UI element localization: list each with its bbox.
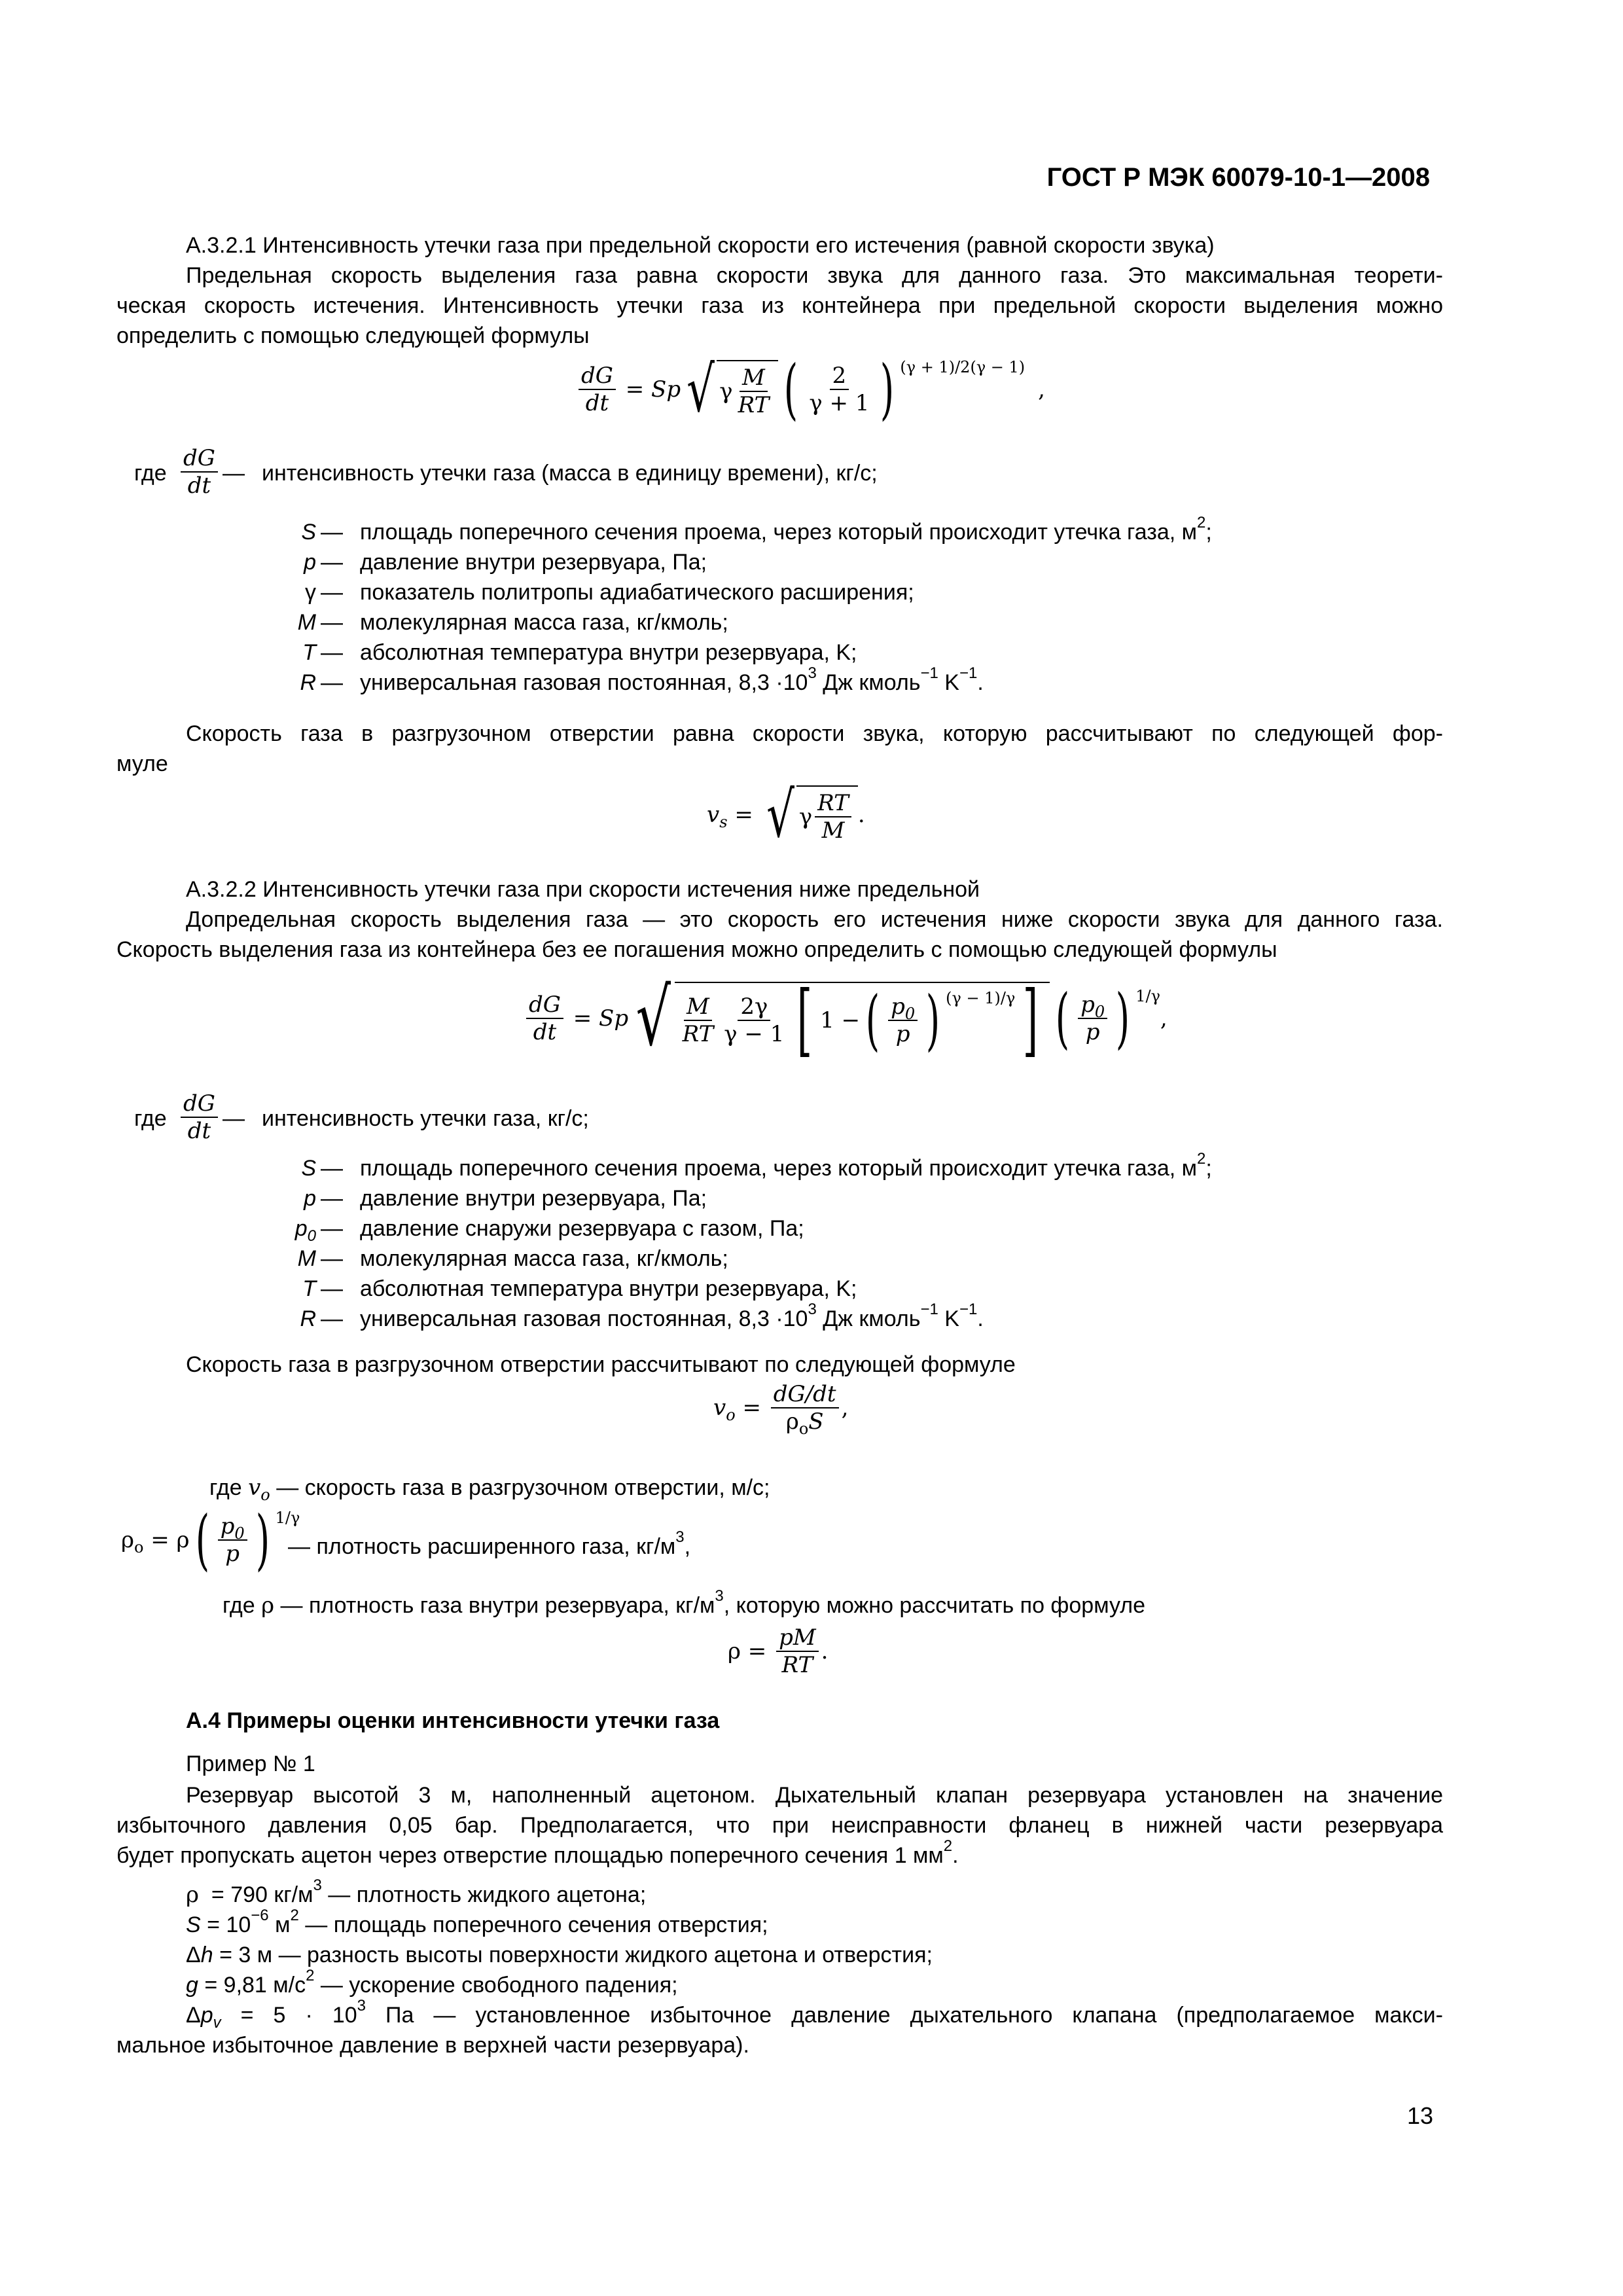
example-list-item: $\Delta p_v = 5 \cdot 10^3$ Па — установленное избыточное давление дыхательного клапана (предполагаемое макси- <box>186 1997 1443 2032</box>
sonic-velocity-paragraph <box>116 719 1443 779</box>
definition-symbol: $p_0$ <box>294 1216 316 1245</box>
vo-intro: Скорость газа в разгрузочном отверстии рассчитывают по следующей формуле <box>186 1352 1016 1377</box>
definition-row: $p_0$ — давление снаружи резервуара с газом, Па; <box>116 1213 1443 1244</box>
example-list-item: мальное избыточное давление в верхней части резервуара). <box>116 2033 749 2058</box>
formula-sonic-release-rate: $\frac{dG}{dt}$ = Sp √ γ $\frac{M}{RT}$ ( $\frac{2}{\gamma + 1}$ ) (γ + 1)/2(γ − 1) , <box>576 360 1045 419</box>
rho-definition: где ρ — плотность газа внутри резервуара, $кг/м^3$, которую можно рассчитать по формуле <box>223 1587 1145 1619</box>
section-title: А.3.2.1 Интенсивность утечки газа при предельной скорости его истечения (равной скорости звука) <box>186 233 1215 258</box>
definition-symbol: R <box>300 1306 316 1331</box>
formula-density: ρ = $\frac{pM}{RT}$ . <box>728 1624 829 1678</box>
definition-row: T — абсолютная температура внутри резервуара, K; <box>116 1274 1443 1304</box>
section-title-a4: А.4 Примеры оценки интенсивности утечки газа <box>186 1708 720 1733</box>
paragraph-line: будет пропускать ацетон через отверстие площадью поперечного сечения 1 мм <box>116 1843 944 1868</box>
paragraph-line: муле <box>116 751 168 776</box>
paragraph-line: определить с помощью следующей формулы <box>116 323 590 348</box>
example-list-item: g = 9,81 $м/с^2$ — ускорение свободного падения; <box>186 1967 678 1998</box>
formula-outlet-velocity: $v_o$ = $\frac{dG/dt}{\rho_oS}$ , <box>713 1381 849 1438</box>
definition-symbol: T <box>302 1276 316 1301</box>
formula-subsonic-release-rate: $\frac{dG}{dt}$ = Sp √ $\frac{M}{RT}$ $\frac{2\gamma}{\gamma - 1}$ [ 1 − ( $\frac{p_0}{p}$ ) (γ − 1)/γ ] ( $\frac{p_0}{p}$ ) 1/γ , <box>524 982 1168 1055</box>
section-title: А.3.2.2 Интенсивность утечки газа при скорости истечения ниже предельной <box>186 877 980 902</box>
definition-row: M — молекулярная масса газа, кг/кмоль; <box>116 607 1443 637</box>
definition-text: , которую можно рассчитать по формуле <box>723 1593 1145 1618</box>
definition-text: абсолютная температура внутри резервуара, K; <box>360 1276 857 1301</box>
example-description: Резервуар высотой 3 м, наполненный ацетоном. Дыхательный клапан резервуара установлен на значение избыточного давления 0,05 бар. Предполагается, что при неисправности фланец в нижней части резервуара будет пропускать ацетон через отверстие площадью поперечного сечения 1 $мм^2$. <box>116 1780 1443 1871</box>
definition-symbol: S <box>301 1156 316 1181</box>
definition-row: S — площадь поперечного сечения проема, через который происходит утечка газа, $м^2$; <box>116 1153 1443 1183</box>
paragraph-line: Допредельная скорость выделения газа — это скорость его истечения ниже скорости звука для данного газа. <box>186 907 1443 932</box>
definition-text: давление внутри резервуара, Па; <box>360 550 707 575</box>
definition-row: M — молекулярная масса газа, кг/кмоль; <box>116 1244 1443 1274</box>
dgdt-symbol: $\frac{dG}{dt}$ <box>178 445 221 499</box>
page-number: 13 <box>1406 2102 1433 2129</box>
where-label: где <box>134 1106 167 1131</box>
list-text: — плотность жидкого ацетона; <box>321 1882 647 1907</box>
definition-text: плотность газа внутри резервуара, кг/м <box>308 1593 715 1618</box>
definition-text: плотность расширенного газа, кг/м <box>316 1534 676 1559</box>
definition-text: показатель политропы адиабатического расширения; <box>360 580 914 605</box>
section-a321 <box>116 230 1443 351</box>
paragraph-line: Предельная скорость выделения газа равна скорости звука для данного газа. Это максимальная теорети- <box>186 263 1443 288</box>
definition-symbol: M <box>297 1246 316 1271</box>
definition-symbol: M <box>297 610 316 635</box>
example-list-item: ρ = 790 $кг/м^3$ — плотность жидкого ацетона; <box>186 1876 647 1908</box>
definition-row: S — площадь поперечного сечения проема, через который происходит утечка газа, $м^2$; <box>116 517 1443 547</box>
paragraph-line: ческая скорость истечения. Интенсивность утечки газа из контейнера при предельной скорости выделения можно <box>116 293 1443 318</box>
document-code-header: ГОСТ Р МЭК 60079-10-1—2008 <box>1046 163 1430 192</box>
list-text: = 3 м — разность высоты поверхности жидкого ацетона и отверстия; <box>213 1943 933 1967</box>
definition-row: γ — показатель политропы адиабатического расширения; <box>116 577 1443 607</box>
definition-text: универсальная газовая постоянная, 8,3 ·10 <box>360 670 808 695</box>
definition-text: универсальная газовая постоянная, 8,3 ·10 <box>360 1306 808 1331</box>
rho-o-definition: — плотность расширенного газа, $кг/м^3$, <box>288 1528 691 1559</box>
paragraph-line: Резервуар высотой 3 м, наполненный ацетоном. Дыхательный клапан резервуара установлен на значение <box>186 1783 1443 1808</box>
definition-text: площадь поперечного сечения проема, через который происходит утечка газа, м <box>360 520 1198 545</box>
example-list-item: $S = 10^{-6}$ $м^2$ — площадь поперечного сечения отверстия; <box>186 1907 768 1937</box>
definition-text: интенсивность утечки газа (масса в единицу времени), кг/с; <box>262 461 878 486</box>
definition-text: давление внутри резервуара, Па; <box>360 1186 707 1211</box>
definition-row: T — абсолютная температура внутри резервуара, K; <box>116 637 1443 668</box>
formula-sonic-velocity: $v_s$ = √ γ $\frac{RT}{M}$ . <box>707 778 865 852</box>
where-label: где <box>223 1593 255 1618</box>
example-title: Пример № 1 <box>186 1751 315 1776</box>
example-list-item: Δh = 3 м — разность высоты поверхности жидкого ацетона и отверстия; <box>186 1943 933 1967</box>
paragraph-line: избыточного давления 0,05 бар. Предполагается, что при неисправности фланец в нижней части резервуара <box>116 1813 1443 1838</box>
list-text: = 9,81 м/с <box>198 1973 306 1998</box>
list-text: = 10 <box>200 1912 251 1937</box>
definition-row: R — универсальная газовая постоянная, $8,3 \cdot 10^3$ Дж кмоль$^{-1}$ $K^{-1}$. <box>116 1304 1443 1334</box>
definition-dash: — <box>223 461 245 486</box>
definition-symbol: p <box>304 1186 316 1211</box>
definition-text: площадь поперечного сечения проема, через который происходит утечка газа, м <box>360 1156 1198 1181</box>
dgdt-symbol: $\frac{dG}{dt}$ <box>178 1090 221 1144</box>
definition-symbol: p <box>304 550 316 575</box>
definition-text: молекулярная масса газа, кг/кмоль; <box>360 610 728 635</box>
paragraph-line: Скорость выделения газа из контейнера без ее погашения можно определить с помощью следующей формулы <box>116 937 1277 962</box>
definition-dash: — <box>223 1106 245 1131</box>
paragraph-line: Скорость газа в разгрузочном отверстии равна скорости звука, которую рассчитывают по следующей фор- <box>186 721 1443 746</box>
definition-text: давление снаружи резервуара с газом, Па; <box>360 1216 804 1241</box>
definition-row: p — давление внутри резервуара, Па; <box>116 547 1443 577</box>
definition-text: молекулярная масса газа, кг/кмоль; <box>360 1246 728 1271</box>
vo-definition: где $v_o$ — скорость газа в разгрузочном отверстии, м/с; <box>209 1475 770 1504</box>
list-text: — площадь поперечного сечения отверстия; <box>298 1912 768 1937</box>
definition-text: абсолютная температура внутри резервуара, K; <box>360 640 857 665</box>
definition-symbol: S <box>301 520 316 545</box>
list-text: Па — установленное избыточное давление дыхательного клапана (предполагаемое макси- <box>366 2003 1443 2028</box>
definition-text: скорость газа в разгрузочном отверстии, м/с; <box>304 1475 770 1500</box>
definition-symbol: R <box>300 670 316 695</box>
list-text: — ускорение свободного падения; <box>314 1973 678 1998</box>
list-text: = 790 кг/м <box>211 1882 313 1907</box>
definition-text: интенсивность утечки газа, кг/с; <box>262 1106 589 1131</box>
section-a322 <box>116 874 1443 965</box>
definition-symbol: γ <box>305 580 316 605</box>
definition-row: p — давление внутри резервуара, Па; <box>116 1183 1443 1213</box>
where-label: где <box>134 461 167 486</box>
formula-expanded-density: $\rho_o = \rho$ ( $\frac{p_0}{p}$ ) 1/γ <box>121 1501 300 1578</box>
definition-symbol: T <box>302 640 316 665</box>
definition-row: R — универсальная газовая постоянная, $8,3 \cdot 10^3$ Дж кмоль$^{-1}$ $K^{-1}$. <box>116 668 1443 698</box>
list-text: = 5 · 10 <box>221 2003 357 2028</box>
where-label: где <box>209 1475 242 1500</box>
